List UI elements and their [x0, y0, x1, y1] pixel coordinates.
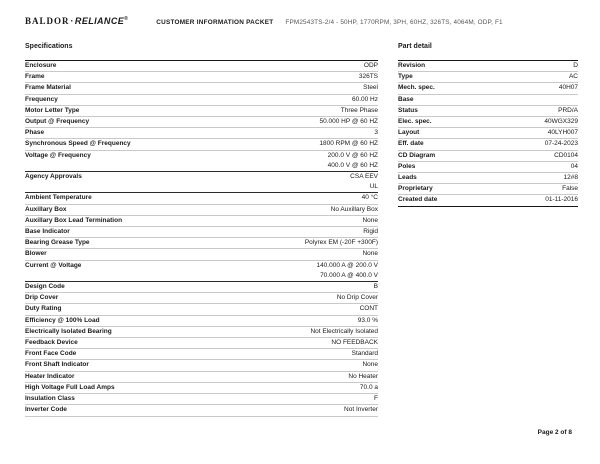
spec-row: [398, 83, 578, 94]
spec-label: Elec. spec.: [398, 118, 432, 126]
spec-label: Front Shaft Indicator: [25, 361, 89, 369]
spec-label: Frequency: [25, 95, 58, 103]
spec-row: [25, 106, 378, 117]
logo-brand-secondary: RELIANCE: [74, 16, 125, 26]
spec-label: Insulation Class: [25, 395, 75, 403]
part-detail-title: Part detail: [398, 43, 432, 50]
specifications-section: [25, 42, 378, 417]
spec-value: None: [362, 216, 378, 224]
spec-row: [398, 117, 578, 128]
spec-row: [25, 293, 378, 304]
spec-row: [398, 162, 578, 173]
spec-row: [398, 151, 578, 162]
spec-value: Three Phase: [340, 106, 378, 114]
spec-value: [576, 95, 578, 105]
spec-value: AC: [568, 73, 578, 81]
spec-value: Steel: [363, 84, 378, 92]
spec-label: Base Indicator: [25, 228, 70, 236]
spec-value: None: [362, 361, 378, 369]
page-number: Page 2 of 8: [537, 429, 572, 436]
spec-label: Layout: [398, 129, 420, 137]
spec-row: [25, 304, 378, 315]
spec-label: Drip Cover: [25, 294, 59, 302]
spec-label: Leads: [398, 174, 417, 182]
spec-row: [25, 61, 378, 72]
spec-value: 93.0 %: [357, 316, 378, 324]
spec-value: CONT: [359, 305, 378, 313]
spec-row: [398, 106, 578, 117]
spec-row: [25, 95, 378, 106]
spec-row: [398, 173, 578, 184]
spec-row: [25, 316, 378, 327]
part-detail-section: [398, 42, 578, 417]
spec-row: [25, 151, 378, 172]
spec-label: Frame Material: [25, 84, 71, 92]
specifications-table: [25, 60, 378, 417]
spec-value: B: [373, 283, 378, 291]
spec-label: Revision: [398, 62, 426, 69]
spec-label: Created date: [398, 196, 438, 204]
spec-value: 200.0 V @ 60 HZ 400.0 V @ 60 HZ: [327, 151, 378, 169]
spec-label: Inverter Code: [25, 406, 67, 414]
spec-label: Proprietary: [398, 185, 433, 193]
spec-label: Poles: [398, 162, 416, 170]
spec-value: No Auxillary Box: [330, 205, 378, 213]
document-title: CUSTOMER INFORMATION PACKET: [156, 19, 274, 26]
spec-value: 40LYH007: [547, 129, 578, 137]
spec-value: 140.000 A @ 200.0 V 70.000 A @ 400.0 V: [316, 261, 378, 279]
spec-label: Mech. spec.: [398, 84, 435, 92]
spec-value: 40 °C: [361, 194, 378, 202]
spec-label: Motor Letter Type: [25, 106, 80, 114]
logo-brand-primary: BALDOR: [25, 16, 70, 26]
product-code: FPM2543TS-2/4 - 50HP, 1770RPM, 3PH, 60HZ, 326TS, 4064M, ODP, F1: [285, 19, 503, 26]
spec-value: F: [374, 395, 378, 403]
spec-row: [25, 193, 378, 204]
spec-value: Polyrex EM (-20F +300F): [304, 239, 378, 247]
spec-label: Front Face Code: [25, 350, 77, 358]
spec-label: Heater Indicator: [25, 372, 75, 380]
spec-value: Not Electrically Isolated: [310, 327, 378, 335]
spec-row: [25, 394, 378, 405]
spec-value: 70.0 a: [359, 383, 378, 391]
spec-value: CSA EEV UL: [350, 173, 378, 191]
spec-row: [25, 360, 378, 371]
spec-value: No Drip Cover: [336, 294, 378, 302]
registered-trademark-icon: ®: [124, 16, 129, 22]
spec-row: [398, 139, 578, 150]
spec-value: 50.000 HP @ 60 HZ: [319, 118, 378, 126]
logo-separator: ·: [70, 16, 74, 26]
spec-row: [25, 205, 378, 216]
spec-row: [25, 383, 378, 394]
spec-value: Rigid: [363, 228, 378, 236]
spec-value: Standard: [351, 350, 378, 358]
spec-label: Electrically Isolated Bearing: [25, 327, 112, 335]
spec-row: [25, 117, 378, 128]
spec-label: Type: [398, 73, 413, 81]
spec-value: False: [562, 185, 578, 193]
spec-value: None: [362, 250, 378, 258]
spec-row: [25, 128, 378, 139]
spec-row: [25, 327, 378, 338]
spec-value: 1800 RPM @ 60 HZ: [319, 140, 378, 148]
spec-label: Enclosure: [25, 62, 57, 69]
spec-label: Design Code: [25, 283, 65, 291]
document-header: [25, 16, 578, 26]
spec-value: 04: [570, 162, 578, 170]
spec-label: High Voltage Full Load Amps: [25, 383, 115, 391]
spec-label: Voltage @ Frequency: [25, 151, 91, 159]
spec-row: [398, 72, 578, 83]
spec-label: Ambient Temperature: [25, 194, 92, 202]
spec-value: D: [573, 62, 578, 69]
spec-label: CD Diagram: [398, 151, 436, 159]
spec-value: No Heater: [348, 372, 378, 380]
spec-row: [25, 139, 378, 150]
spec-value: CD0104: [554, 151, 578, 159]
spec-row: [25, 349, 378, 360]
spec-label: Auxillary Box: [25, 205, 67, 213]
spec-value: ODP: [363, 62, 378, 69]
spec-value: 12#8: [563, 174, 578, 182]
spec-label: Eff. date: [398, 140, 424, 148]
spec-value: NO FEEDBACK: [331, 339, 378, 347]
spec-row: [25, 405, 378, 416]
spec-label: Frame: [25, 73, 45, 81]
spec-value: 40H07: [558, 84, 578, 92]
spec-label: Agency Approvals: [25, 173, 82, 181]
content-columns: [25, 42, 578, 417]
spec-value: 07-24-2023: [544, 140, 578, 148]
spec-label: Efficiency @ 100% Load: [25, 316, 100, 324]
spec-row: [398, 128, 578, 139]
spec-value: 60.00 Hz: [351, 95, 378, 103]
spec-row: [25, 227, 378, 238]
specifications-title: Specifications: [25, 43, 73, 50]
spec-value: 3: [374, 129, 378, 137]
spec-row: [25, 338, 378, 349]
spec-value: 40WGX329: [544, 118, 578, 126]
spec-value: 01-11-2016: [545, 196, 578, 204]
spec-row: [25, 282, 378, 293]
spec-row: [25, 372, 378, 383]
page-footer: [538, 429, 572, 436]
spec-row: [25, 216, 378, 227]
spec-row: [25, 261, 378, 282]
spec-label: Status: [398, 106, 418, 114]
spec-label: Blower: [25, 250, 47, 258]
spec-row: [25, 238, 378, 249]
spec-label: Base: [398, 95, 414, 103]
spec-row: [398, 95, 578, 106]
part-detail-table: [398, 60, 578, 207]
spec-row: [398, 61, 578, 72]
spec-label: Bearing Grease Type: [25, 239, 90, 247]
spec-label: Phase: [25, 129, 45, 137]
spec-row: [398, 184, 578, 195]
baldor-reliance-logo: [25, 16, 128, 26]
spec-value: PRD/A: [558, 106, 578, 114]
spec-label: Feedback Device: [25, 339, 78, 347]
spec-value: Not Inverter: [344, 406, 378, 414]
spec-row: [25, 72, 378, 83]
spec-label: Synchronous Speed @ Frequency: [25, 140, 131, 148]
spec-value: 326TS: [358, 73, 378, 81]
spec-label: Current @ Voltage: [25, 261, 82, 269]
spec-row: [25, 172, 378, 193]
spec-label: Duty Rating: [25, 305, 62, 313]
spec-row: [25, 249, 378, 260]
spec-row: [398, 195, 578, 205]
spec-label: Output @ Frequency: [25, 118, 90, 126]
spec-label: Auxillary Box Lead Termination: [25, 216, 123, 224]
spec-row: [25, 83, 378, 94]
